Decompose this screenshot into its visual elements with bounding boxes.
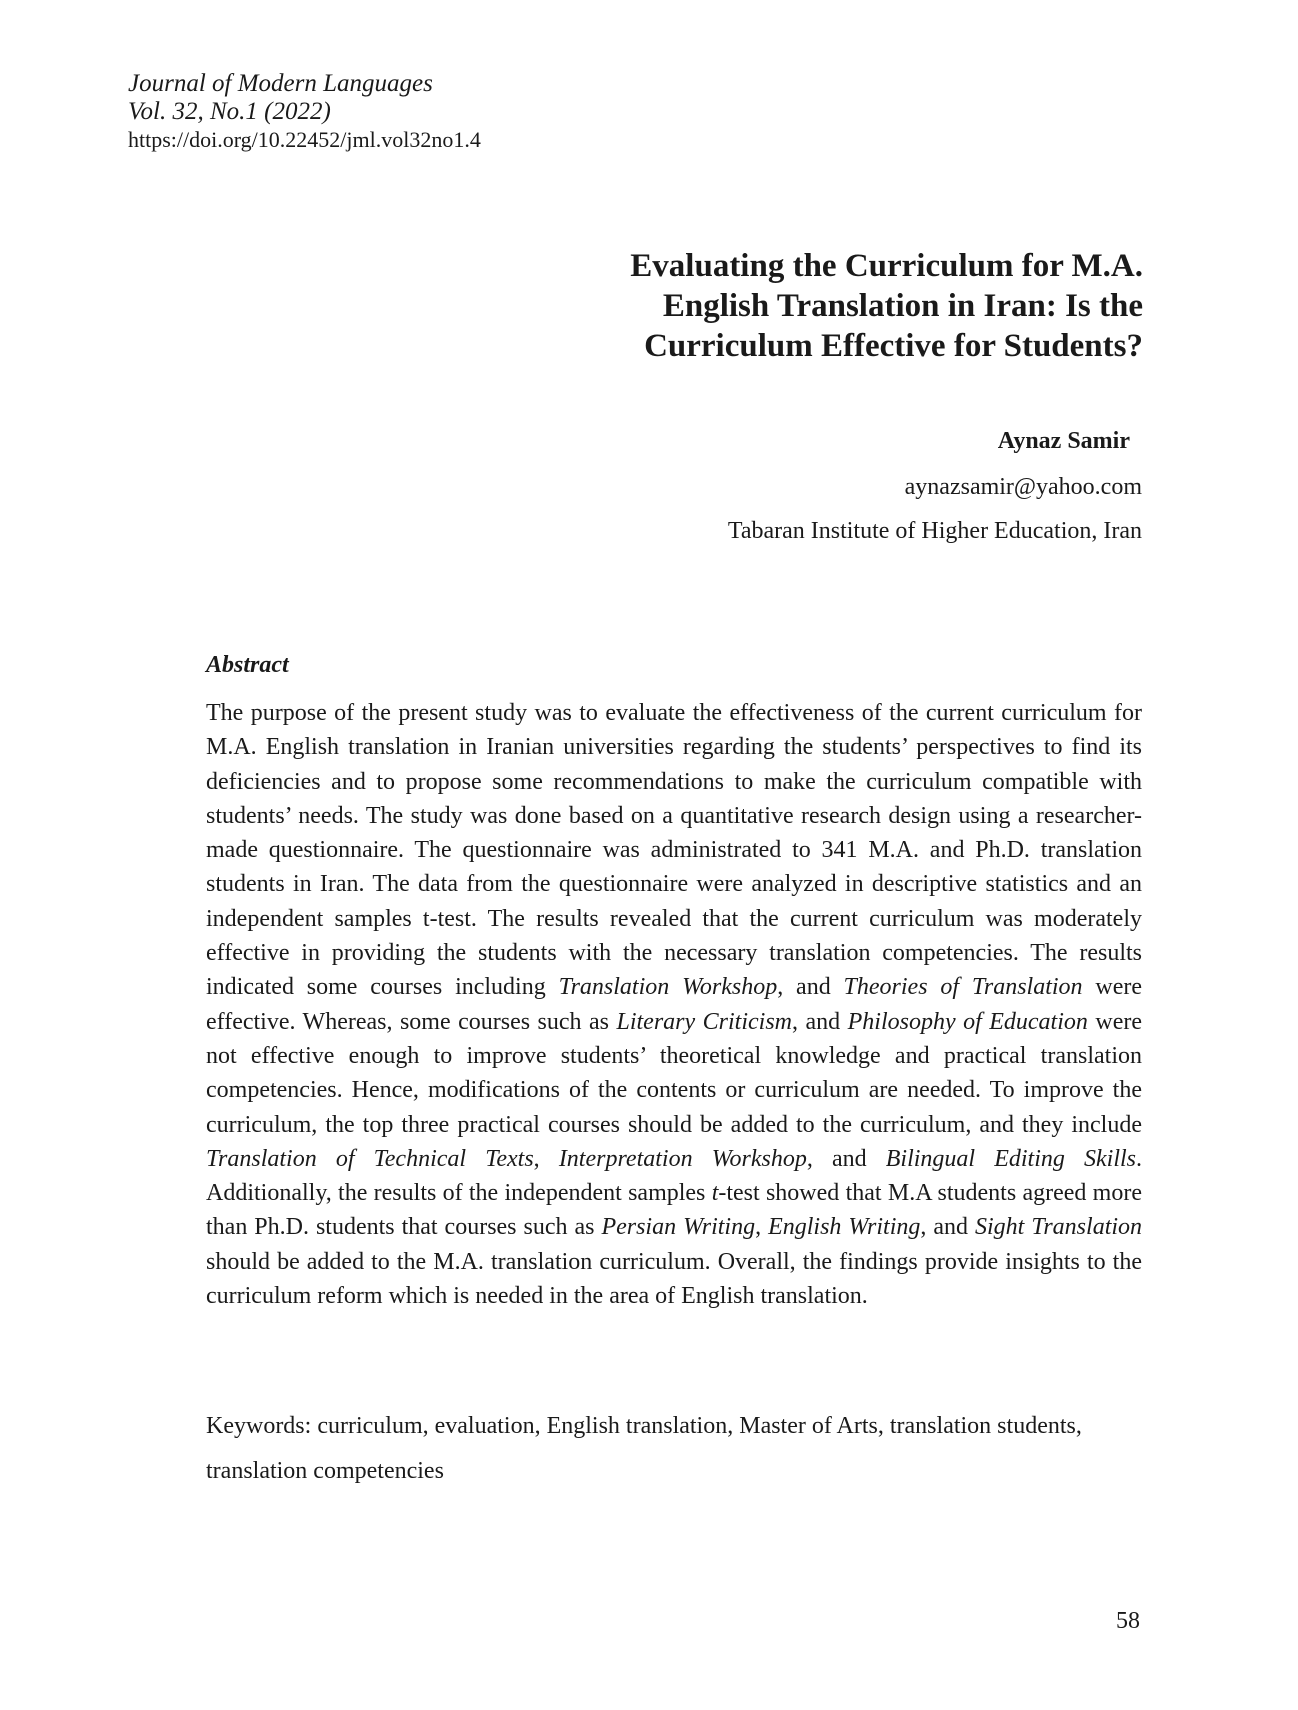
journal-header bbox=[128, 70, 481, 154]
author-name: Aynaz Samir bbox=[997, 428, 1130, 454]
author-email[interactable]: aynazsamir@yahoo.com bbox=[904, 474, 1142, 500]
abstract-text: , bbox=[533, 1145, 559, 1172]
abstract-text: were effective. Whereas, some courses such as bbox=[206, 974, 1143, 1035]
page-number: 58 bbox=[1116, 1608, 1140, 1634]
abstract-italic-term: Sight Translation bbox=[975, 1214, 1143, 1241]
abstract-italic-term: Interpretation Workshop bbox=[558, 1145, 807, 1172]
abstract-text: . Additionally, the results of the independent samples bbox=[206, 1145, 1143, 1207]
title-line-1: Evaluating the Curriculum for M.A. bbox=[630, 248, 1143, 284]
abstract-heading: Abstract bbox=[206, 652, 289, 678]
abstract-italic-term: Literary Criticism bbox=[616, 1008, 792, 1035]
abstract-text: should be added to the M.A. translation curriculum. Overall, the findings provide insights to the curriculum reform which is needed in the area of English translation. bbox=[206, 1248, 1142, 1310]
abstract-text: , bbox=[755, 1214, 769, 1241]
paper-title bbox=[423, 246, 1143, 366]
abstract-italic-term: Theories of Translation bbox=[843, 974, 1083, 1001]
doi-link[interactable]: https://doi.org/10.22452/jml.vol32no1.4 bbox=[128, 127, 481, 152]
abstract-text: -test showed that M.A students agreed more than Ph.D. students that courses such as bbox=[206, 1180, 1142, 1241]
abstract-italic-term: Philosophy of Education bbox=[847, 1008, 1088, 1035]
abstract-text: , and bbox=[806, 1145, 886, 1172]
abstract-text: , and bbox=[920, 1214, 976, 1241]
journal-name: Journal of Modern Languages bbox=[128, 70, 433, 97]
abstract-italic-term: English Writing bbox=[768, 1214, 921, 1241]
abstract-italic-term: Bilingual Editing Skills bbox=[885, 1145, 1137, 1172]
abstract-text: , and bbox=[792, 1008, 848, 1035]
abstract-italic-term: t bbox=[711, 1180, 719, 1207]
abstract-text: The purpose of the present study was to evaluate the effectiveness of the current curriculum for M.A. English translation in Iranian universities regarding the students’ perspectives to find its deficiencies and to propose some recommendations to make the curriculum compatible with students’ needs. The study was done based on a quantitative research design using a researcher-made questionnaire. The questionnaire was administrated to 341 M.A. and Ph.D. translation students in Iran. The data from the questionnaire were analyzed in descriptive statistics and an independent samples t-test. The results revealed that the current curriculum was moderately effective in providing the students with the necessary translation competencies. The results indicated some courses including bbox=[206, 700, 1142, 1001]
journal-volume: Vol. 32, No.1 (2022) bbox=[128, 98, 331, 125]
abstract-italic-term: Translation Workshop bbox=[558, 974, 778, 1001]
abstract-text: , and bbox=[777, 974, 844, 1001]
keywords bbox=[206, 1404, 1106, 1494]
title-line-3: Curriculum Effective for Students? bbox=[644, 328, 1143, 364]
title-line-2: English Translation in Iran: Is the bbox=[662, 288, 1143, 324]
keywords-list: curriculum, evaluation, English translation, Master of Arts, translation students, translation competencies bbox=[206, 1413, 1082, 1484]
keywords-label: Keywords: bbox=[206, 1413, 312, 1439]
author-affiliation: Tabaran Institute of Higher Education, Iran bbox=[727, 518, 1142, 544]
abstract-italic-term: Persian Writing bbox=[601, 1214, 756, 1241]
abstract-italic-term: Translation of Technical Texts bbox=[206, 1145, 534, 1172]
abstract-body bbox=[206, 696, 1142, 1313]
abstract-text: were not effective enough to improve students’ theoretical knowledge and practical translation competencies. Hence, modifications of the contents or curriculum are needed. To improve the curriculum, the top three practical courses should be added to the curriculum, and they include bbox=[206, 1008, 1142, 1138]
